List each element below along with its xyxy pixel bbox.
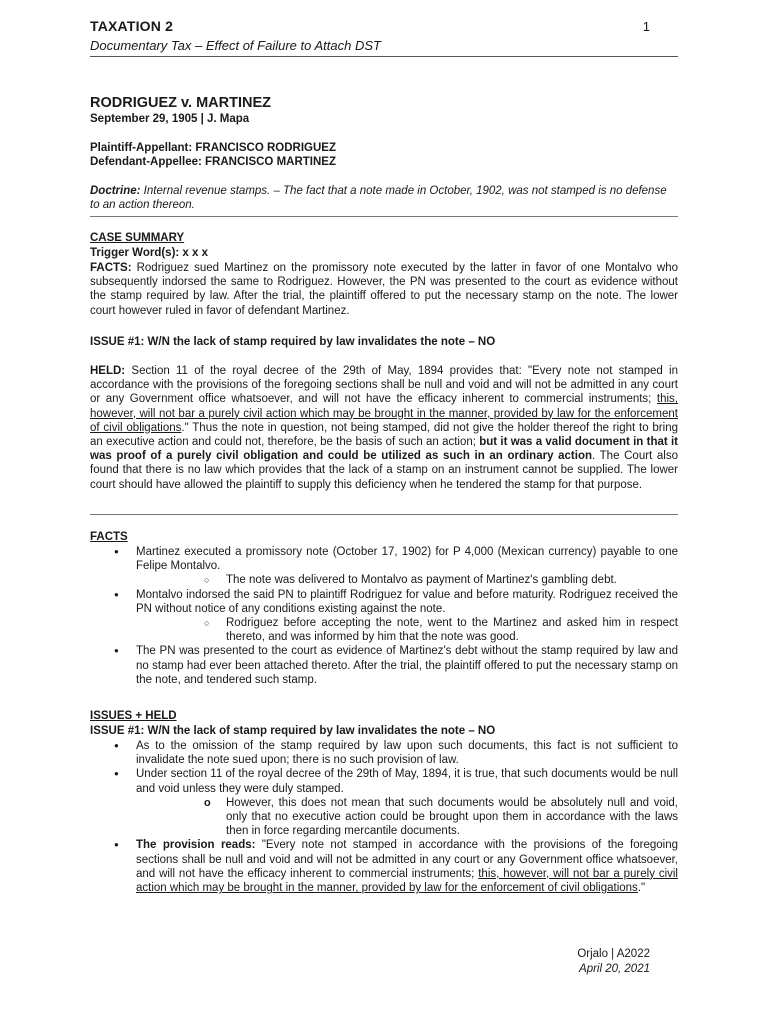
held-label: HELD:	[90, 365, 126, 377]
document-page	[90, 0, 678, 1024]
provision-underlined-text: this, however, will not bar a purely civil action which may be brought in the manner, provided by law for the enforcement of civil obligations	[136, 867, 678, 895]
summary-facts-label: FACTS:	[90, 262, 132, 274]
summary-facts-paragraph	[90, 261, 678, 318]
list-item	[90, 767, 678, 838]
course-title: TAXATION 2	[90, 18, 174, 34]
list-subitem-text: Rodriguez before accepting the note, went to the Martinez and asked him in respect thereto, and was informed by him that the note was good.	[226, 617, 678, 644]
provision-end: ."	[637, 882, 646, 895]
list-subitem-text: However, this does not mean that such documents would be absolutely null and void, only that no executive action could be brought upon them in accordance with the laws then in force regarding mercantile documents.	[226, 796, 678, 838]
issues-held-heading: ISSUES + HELD	[90, 710, 177, 722]
list-subitem	[136, 616, 678, 644]
list-item-text: Under section 11 of the royal decree of the 29th of May, 1894, it is true, that such documents would be null and void unless they were duly stamped.	[136, 768, 678, 795]
issues-held-issue: ISSUE #1: W/N the lack of stamp required by law invalidates the note – NO	[90, 725, 496, 737]
held-underlined-text: this, however, will not bar a purely civil action which may be brought in the manner, provided by law for the enforcement of civil obligations	[90, 393, 678, 434]
summary-facts-text: Rodriguez sued Martinez on the promissory note executed by the latter in favor of one Montalvo who subsequently indorsed the same to Rodriguez. However, the PN was presented to the court as evidence without the stamp required by law. After the trial, the plaintiff offered to put the necessary stamp on the note. The lower court however ruled in favor of defendant Martinez.	[90, 262, 678, 317]
facts-list	[90, 545, 678, 687]
summary-issue: ISSUE #1: W/N the lack of stamp required by law invalidates the note – NO	[90, 336, 496, 348]
list-subitem-text: The note was delivered to Montalvo as payment of Martinez's gambling debt.	[226, 574, 617, 587]
footer	[577, 947, 650, 977]
summary-divider	[90, 514, 678, 515]
footer-date: April 20, 2021	[579, 963, 650, 975]
list-item	[90, 545, 678, 588]
list-item	[90, 838, 678, 895]
page-number: 1	[642, 19, 650, 34]
plaintiff-line: Plaintiff-Appellant: FRANCISCO RODRIGUEZ	[90, 142, 336, 154]
footer-author: Orjalo | A2022	[577, 948, 650, 960]
header-divider	[90, 56, 678, 57]
issues-held-list	[90, 739, 678, 895]
case-summary-heading: CASE SUMMARY	[90, 232, 185, 244]
list-item-text: As to the omission of the stamp required by law upon such documents, this fact is not sufficient to invalidate the note sued upon; there is no such provision of law.	[136, 740, 678, 767]
held-paragraph	[90, 364, 678, 492]
list-subitem	[136, 573, 678, 587]
list-item-text: Martinez executed a promissory note (October 17, 1902) for P 4,000 (Mexican currency) payable to one Felipe Montalvo.	[136, 546, 678, 573]
doctrine-divider	[90, 216, 678, 217]
trigger-words: Trigger Word(s): x x x	[90, 247, 209, 259]
doctrine-label: Doctrine:	[90, 185, 141, 197]
list-item-text: The PN was presented to the court as evidence of Martinez's debt without the stamp required by law and no stamp had ever been attached thereto. After the trial, the plaintiff offered to put the necessary stamp on the note, and tendered such stamp.	[136, 645, 678, 686]
facts-heading: FACTS	[90, 531, 128, 543]
list-item-text: Montalvo indorsed the said PN to plaintiff Rodriguez for value and before maturity. Rodriguez received the PN without notice of any conditions existing against the note.	[136, 588, 678, 615]
doctrine-paragraph	[90, 184, 678, 212]
topic-subtitle: Documentary Tax – Effect of Failure to Attach DST	[90, 38, 381, 53]
provision-label: The provision reads:	[136, 839, 256, 852]
list-item	[90, 588, 678, 645]
held-text-3: . The Court also found that there is no law which provides that the lack of a stamp on an instrument cannot be supplied. The lower court should have allowed the plaintiff to supply this deficiency when he tendered the stamp for that purpose.	[90, 450, 678, 491]
defendant-line: Defendant-Appellee: FRANCISCO MARTINEZ	[90, 156, 336, 168]
list-item	[90, 644, 678, 687]
provision-text: "Every note not stamped in accordance with the provisions of the foregoing sections shall be null and void and will not be admitted in any court or any Government office whatsoever, and will not have the efficacy inherent to commercial instruments;	[136, 839, 678, 880]
list-item	[90, 739, 678, 767]
held-text-1: Section 11 of the royal decree of the 29th of May, 1894 provides that: "Every note not stamped in accordance with the provisions of the foregoing sections shall be null and void and will not be admitted in any court or any Government office whatsoever, and will not have the efficacy inherent to commercial instruments;	[90, 365, 678, 406]
case-title: RODRIGUEZ v. MARTINEZ	[90, 95, 271, 111]
held-text-2: ." Thus the note in question, not being stamped, did not give the holder thereof the right to bring an executive action and could not, therefore, be the basis of such an action;	[90, 421, 678, 449]
list-subitem	[136, 796, 678, 839]
held-bold-text: but it was a valid document in that it was proof of a purely civil obligation and could be utilized as such in an ordinary action	[90, 436, 678, 463]
doctrine-text: Internal revenue stamps. – The fact that a note made in October, 1902, was not stamped is no defense to an action thereon.	[90, 185, 667, 212]
case-date-ponente: September 29, 1905 | J. Mapa	[90, 113, 250, 125]
